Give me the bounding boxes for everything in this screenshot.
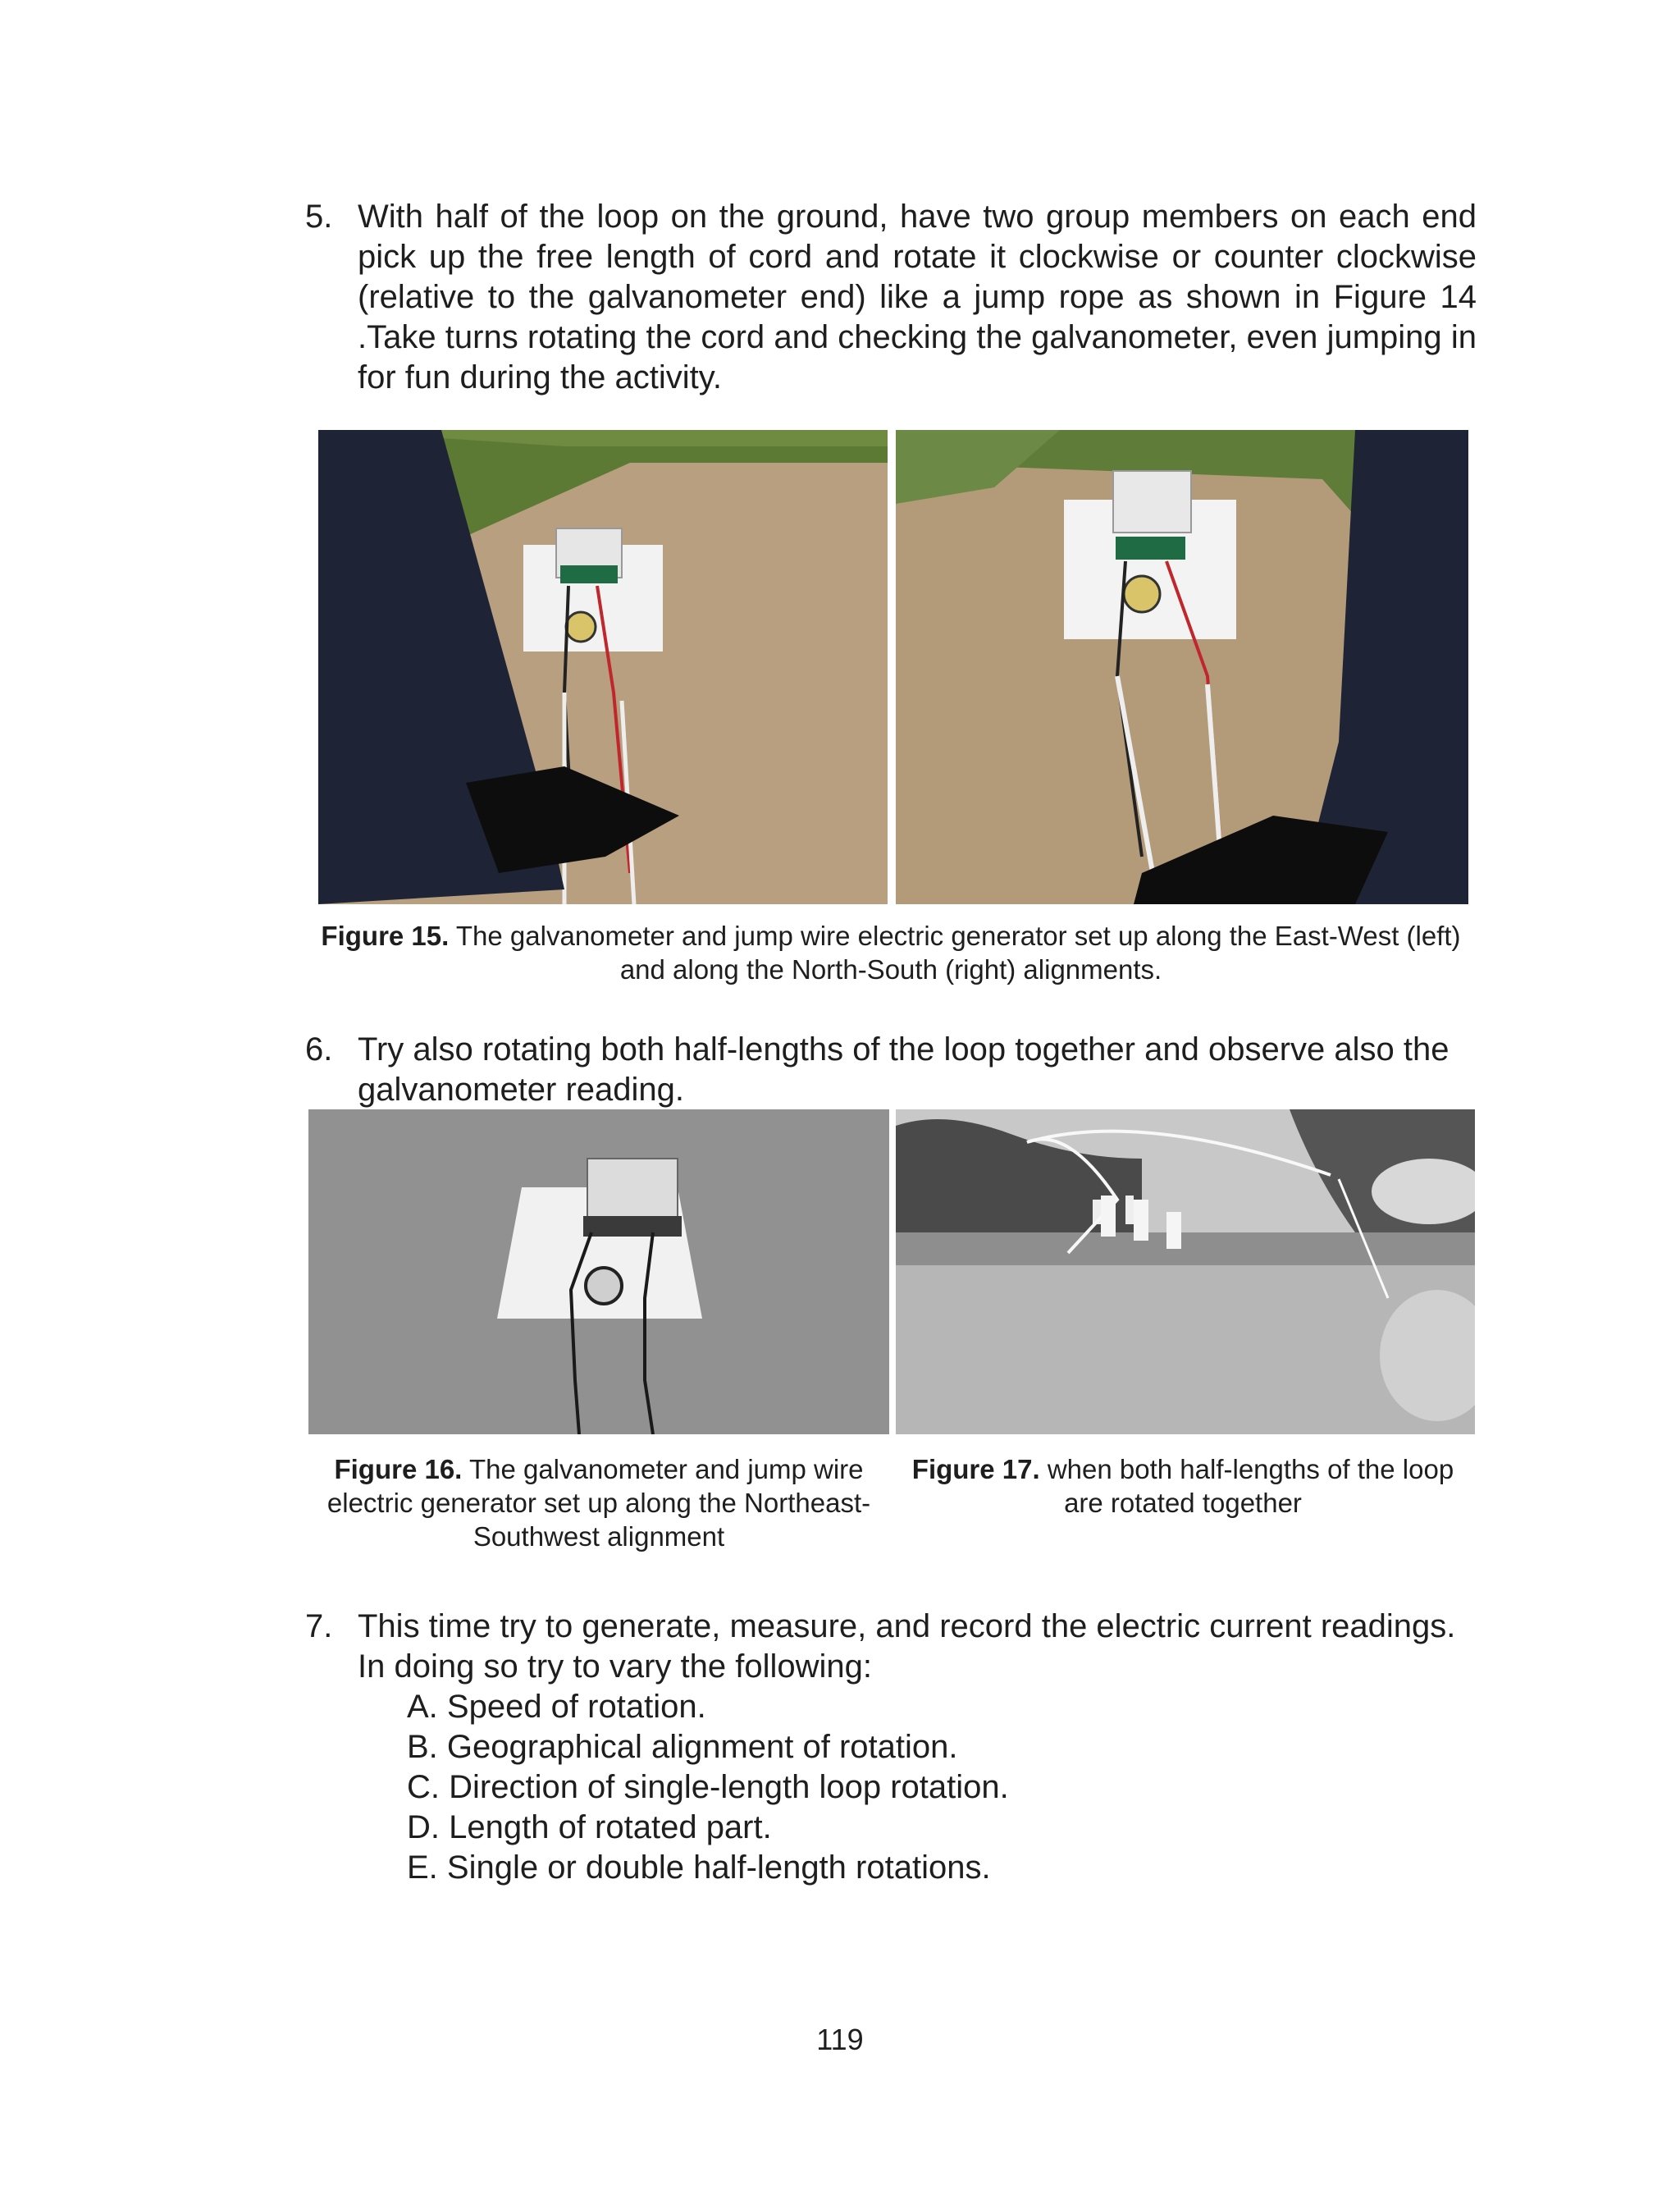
figure-16-label: Figure 16. [334, 1454, 463, 1484]
step-5-number: 5. [305, 199, 333, 235]
step-5 [305, 197, 1477, 398]
figure-15-left-photo [318, 430, 888, 904]
step-6-number: 6. [305, 1031, 333, 1068]
step-5-text: With half of the loop on the ground, have two group members on each end pick up the free length of cord and rotate it clockwise or counter clockwise (relative to the galvanometer end) like a jump rope as shown in Figure 14 .Take turns rotating the cord and checking the galvanometer, even jumping in for fun during the activity. [358, 199, 1477, 395]
step-7-list [305, 1687, 1477, 1888]
list-item: D. Length of rotated part. [407, 1809, 772, 1845]
list-item: C. Direction of single-length loop rotation. [407, 1769, 1009, 1805]
figure-17-photo [896, 1109, 1475, 1434]
figure-15-caption [305, 919, 1477, 986]
figure-17-label: Figure 17. [911, 1454, 1040, 1484]
figure-15-text: The galvanometer and jump wire electric generator set up along the East-West (left) and along the North-South (right) alignments. [455, 921, 1461, 985]
figure-16-caption [312, 1452, 886, 1553]
list-item: E. Single or double half-length rotations. [407, 1849, 991, 1886]
step-6-text: Try also rotating both half-lengths of the loop together and observe also the galvanometer reading. [358, 1031, 1449, 1108]
step-7 [305, 1607, 1477, 1888]
figure-15-label: Figure 15. [321, 921, 450, 951]
list-item: B. Geographical alignment of rotation. [407, 1729, 958, 1765]
step-6 [305, 1030, 1477, 1110]
figure-17-caption [906, 1452, 1460, 1520]
page-number: 119 [816, 2023, 864, 2056]
figure-16-text: The galvanometer and jump wire electric generator set up along the Northeast-Southwest alignment [326, 1454, 871, 1552]
figure-17-text: when both half-lengths of the loop are rotated together [1047, 1454, 1454, 1518]
figure-16-photo [308, 1109, 889, 1434]
list-item: A. Speed of rotation. [407, 1689, 706, 1725]
step-7-number: 7. [305, 1608, 333, 1644]
figure-15-right-photo [896, 430, 1468, 904]
step-7-text: This time try to generate, measure, and record the electric current readings. In doing so try to vary the following: [358, 1608, 1456, 1685]
